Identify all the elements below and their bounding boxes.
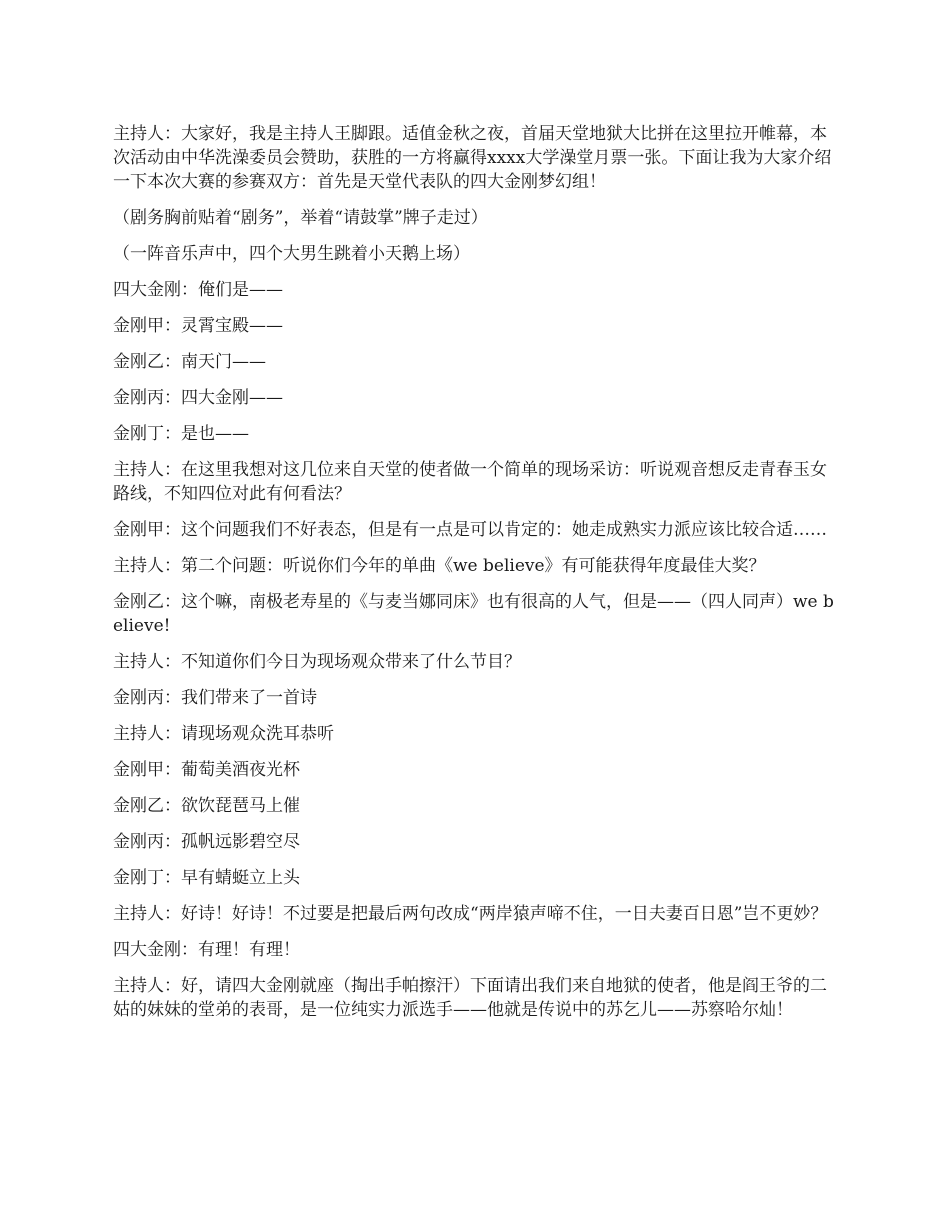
paragraph: 四大金刚：俺们是—— [113,280,283,300]
paragraph: 金刚甲：灵霄宝殿—— [113,316,283,336]
paragraph: 金刚乙：南天门—— [113,352,266,372]
document-body [113,122,838,1034]
paragraph: 金刚甲：葡萄美酒夜光杯 [113,760,300,780]
paragraph: 金刚甲：这个问题我们不好表态，但是有一点是可以肯定的：她走成熟实力派应该比较合适…… [113,520,827,540]
paragraph: 金刚丙：我们带来了一首诗 [113,688,317,708]
paragraph: 主持人：好，请四大金刚就座（掏出手帕擦汗）下面请出我们来自地狱的使者，他是阎王爷的二姑的妹妹的堂弟的表哥，是一位纯实力派选手——他就是传说中的苏乞儿——苏察哈尔灿！ [113,976,827,1020]
paragraph: 金刚乙：这个嘛，南极老寿星的《与麦当娜同床》也有很高的人气，但是——（四人同声）we believe! [113,592,834,636]
paragraph: 金刚乙：欲饮琵琶马上催 [113,796,300,816]
paragraph: 主持人：请现场观众洗耳恭听 [113,724,334,744]
paragraph: 四大金刚：有理！有理！ [113,940,300,960]
paragraph: （剧务胸前贴着“剧务”，举着“请鼓掌”牌子走过） [113,208,488,228]
paragraph: 主持人：在这里我想对这几位来自天堂的使者做一个简单的现场采访：听说观音想反走青春玉女路线，不知四位对此有何看法？ [113,460,827,504]
paragraph: 金刚丙：四大金刚—— [113,388,283,408]
paragraph: 主持人：大家好，我是主持人王脚跟。适值金秋之夜，首届天堂地狱大比拼在这里拉开帷幕，本次活动由中华洗澡委员会赞助，获胜的一方将赢得xxxx大学澡堂月票一张。下面让我为大家介绍一下本次大赛的参赛双方：首先是天堂代表队的四大金刚梦幻组！ [113,124,832,192]
paragraph: 金刚丁：是也—— [113,424,249,444]
paragraph: 金刚丙：孤帆远影碧空尽 [113,832,300,852]
paragraph: 主持人：第二个问题：听说你们今年的单曲《we believe》有可能获得年度最佳大奖？ [113,556,766,576]
paragraph: （一阵音乐声中，四个大男生跳着小天鹅上场） [113,244,470,264]
paragraph: 主持人：好诗！好诗！不过要是把最后两句改成“两岸猿声啼不住，一日夫妻百日恩”岂不更妙？ [113,904,828,924]
paragraph: 主持人：不知道你们今日为现场观众带来了什么节目？ [113,652,521,672]
paragraph: 金刚丁：早有蜻蜓立上头 [113,868,300,888]
